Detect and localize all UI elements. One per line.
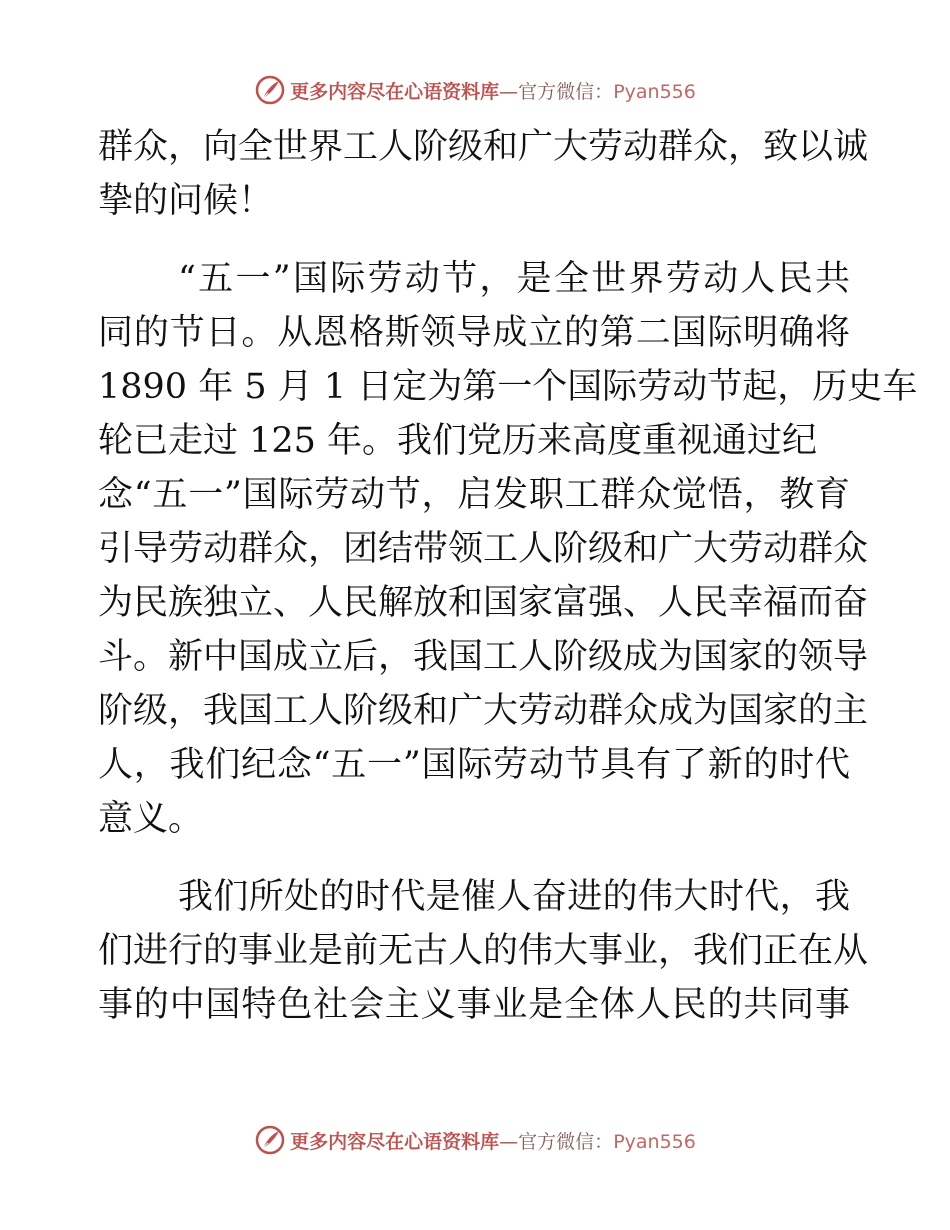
- text-line: 念“五一”国际劳动节，启发职工群众觉悟，教育: [98, 475, 850, 515]
- watermark-brand-text: 更多内容尽在心语资料库: [290, 1130, 500, 1153]
- paragraph-gap: [98, 228, 850, 252]
- text-line: 挚的问候！: [98, 181, 274, 221]
- watermark-brand-text: 更多内容尽在心语资料库: [290, 80, 500, 103]
- paragraph-1: [98, 120, 869, 228]
- watermark-label: 官方微信：: [518, 80, 614, 103]
- watermark-dash: —: [499, 1130, 519, 1153]
- text-line: 人，我们纪念“五一”国际劳动节具有了新的时代: [98, 745, 850, 785]
- text-line: 为民族独立、人民解放和国家富强、人民幸福而奋: [98, 583, 869, 623]
- text-line: 我们所处的时代是催人奋进的伟大时代，我: [178, 877, 850, 917]
- text-line: 们进行的事业是前无古人的伟大事业，我们正在从: [98, 931, 869, 971]
- watermark-handle: Pyan556: [613, 80, 696, 103]
- feather-pen-logo-icon: [254, 1124, 286, 1156]
- text-line: 引导劳动群众，团结带领工人阶级和广大劳动群众: [98, 529, 869, 569]
- text-line: 1890 年 5 月 1 日定为第一个国际劳动节起，历史车: [98, 367, 918, 407]
- text-line: 同的节日。从恩格斯领导成立的第二国际明确将: [98, 313, 850, 353]
- paragraph-3: [98, 870, 869, 1032]
- watermark-label: 官方微信：: [518, 1130, 614, 1153]
- paragraph-2: [98, 252, 918, 846]
- footer-watermark: [0, 1120, 950, 1160]
- watermark-handle: Pyan556: [613, 1130, 696, 1153]
- text-line: 阶级，我国工人阶级和广大劳动群众成为国家的主: [98, 691, 869, 731]
- text-line: 轮已走过 125 年。我们党历来高度重视通过纪: [98, 421, 818, 461]
- feather-pen-logo-icon: [254, 74, 286, 106]
- text-line: 意义。: [98, 799, 204, 839]
- watermark-dash: —: [499, 80, 519, 103]
- text-line: 事的中国特色社会主义事业是全体人民的共同事: [98, 985, 850, 1025]
- text-line: “五一”国际劳动节，是全世界劳动人民共: [178, 259, 850, 299]
- document-body: [98, 120, 918, 1032]
- header-watermark: [0, 70, 950, 110]
- paragraph-gap: [98, 846, 850, 870]
- text-line: 群众，向全世界工人阶级和广大劳动群众，致以诚: [98, 127, 869, 167]
- text-line: 斗。新中国成立后，我国工人阶级成为国家的领导: [98, 637, 869, 677]
